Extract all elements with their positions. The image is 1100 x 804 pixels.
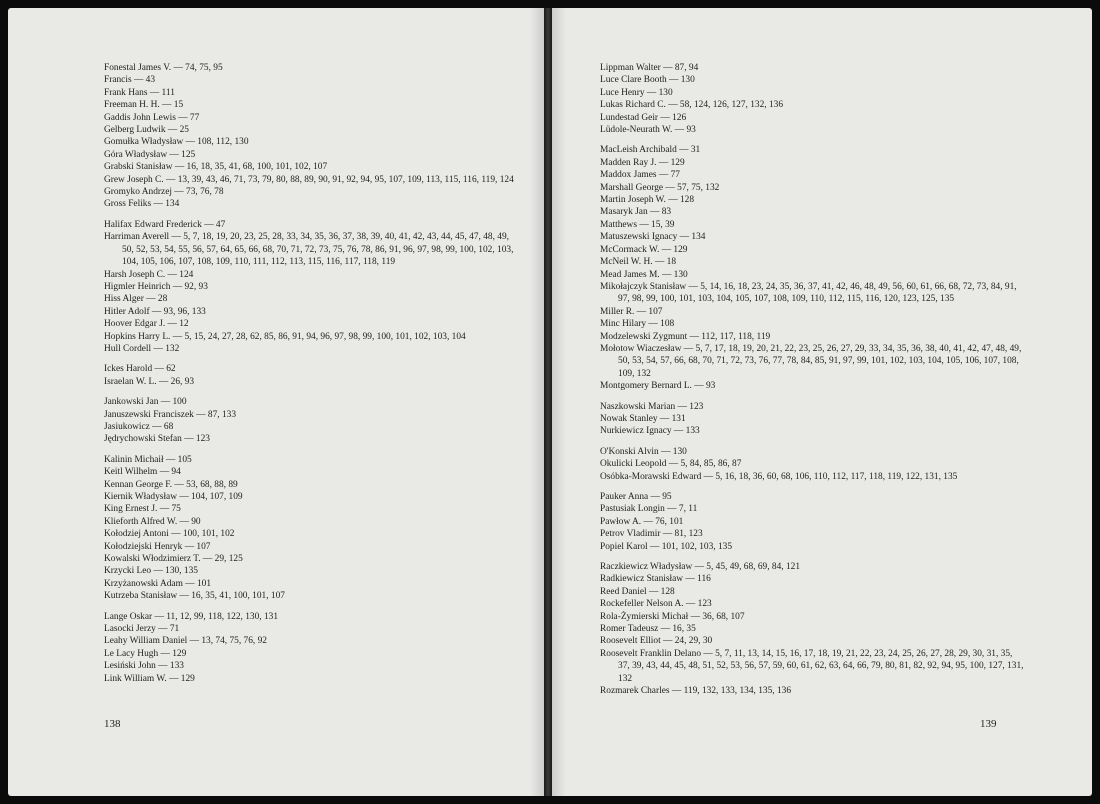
index-entry: Leahy William Daniel — 13, 74, 75, 76, 92 — [104, 636, 267, 647]
index-entry: Nowak Stanley — 131 — [600, 413, 686, 424]
index-entry: Grew Joseph C. — 13, 39, 43, 46, 71, 73, 79, 80, 88, 89, 90, 91, 92, 94, 95, 107, 109, 113, 115, 116, 119, 124 — [104, 174, 514, 185]
index-entry: Lundestad Geir — 126 — [600, 112, 687, 123]
index-letter-group — [104, 219, 520, 355]
index-entry: Gromyko Andrzej — 73, 76, 78 — [104, 187, 224, 198]
index-entry: Góra Władysław — 125 — [104, 149, 196, 160]
index-letter-group — [600, 491, 1026, 553]
index-entry: Hiss Alger — 28 — [104, 294, 168, 305]
index-entry: Frank Hans — 111 — [104, 87, 175, 98]
index-entry: Mead James M. — 130 — [600, 269, 688, 280]
index-letter-group — [104, 611, 520, 685]
index-entry: Naszkowski Marian — 123 — [600, 401, 704, 412]
index-entry: Petrov Vladimir — 81, 123 — [600, 529, 703, 540]
index-entry: Nurkiewicz Ignacy — 133 — [600, 426, 700, 437]
index-entry: Rockefeller Nelson A. — 123 — [600, 599, 712, 610]
index-entry: Jankowski Jan — 100 — [104, 397, 187, 408]
index-entry: Gaddis John Lewis — 77 — [104, 112, 200, 123]
index-entry: Miller R. — 107 — [600, 306, 663, 317]
index-entry: Okulicki Leopold — 5, 84, 85, 86, 87 — [600, 459, 742, 470]
index-entry: Mikołajczyk Stanisław — 5, 14, 16, 18, 23, 24, 35, 36, 37, 41, 42, 46, 48, 49, 56, 60, 61, 66, 68, 72, 73, 84, 91, 97, 98, 99, 100, 101, 103, 104, 105, 107, 108, 109, 110, 112, 115, 116, 120, 123, 125, 135 — [600, 281, 1017, 305]
index-entry: Francis — 43 — [104, 75, 156, 86]
index-entry: Link William W. — 129 — [104, 673, 195, 684]
index-entry: Kiernik Władysław — 104, 107, 109 — [104, 492, 243, 502]
index-entry: O'Konski Alvin — 130 — [600, 446, 687, 457]
index-entry: Luce Clare Booth — 130 — [600, 75, 695, 86]
index-entry: Mołotow Wiaczesław — 5, 7, 17, 18, 19, 20, 21, 22, 23, 25, 26, 27, 29, 33, 34, 35, 36, 38, 40, 41, 42, 47, 48, 49, 50, 53, 54, 57, 66, 68, 70, 71, 72, 73, 76, 77, 78, 84, 85, 91, 97, 99, 101, 102, 103, 104, 105, 106, 107, 108, 109, 132 — [600, 343, 1022, 379]
index-entry: Kołodziejski Henryk — 107 — [104, 541, 211, 552]
index-entry: Kowalski Włodzimierz T. — 29, 125 — [104, 554, 243, 565]
book-gutter — [544, 8, 552, 796]
index-entry: Modzelewski Zygmunt — 112, 117, 118, 119 — [600, 331, 771, 342]
index-entry: Le Lacy Hugh — 129 — [104, 648, 187, 659]
index-entry: Hitler Adolf — 93, 96, 133 — [104, 306, 206, 317]
index-entry: Lüdole-Neurath W. — 93 — [600, 125, 696, 136]
index-entry: Harsh Joseph C. — 124 — [104, 269, 194, 280]
index-entry: Hull Cordell — 132 — [104, 343, 180, 354]
index-entry: Gomułka Władysław — 108, 112, 130 — [104, 137, 249, 148]
index-entry: Pawłow A. — 76, 101 — [600, 516, 684, 527]
index-entry: Halifax Edward Frederick — 47 — [104, 219, 226, 230]
index-entry: Kołodziej Antoni — 100, 101, 102 — [104, 529, 235, 540]
index-entry: Minc Hilary — 108 — [600, 319, 675, 330]
index-letter-group — [600, 561, 1026, 697]
index-entry: Kutrzeba Stanisław — 16, 35, 41, 100, 101, 107 — [104, 591, 285, 602]
index-entry: Lesiński John — 133 — [104, 661, 184, 672]
index-entry: Roosevelt Elliot — 24, 29, 30 — [600, 636, 713, 647]
index-entry: Osóbka-Morawski Edward — 5, 16, 18, 36, 60, 68, 106, 110, 112, 117, 118, 119, 122, 131, 135 — [600, 471, 958, 482]
index-entry: Lippman Walter — 87, 94 — [600, 63, 699, 73]
index-entry: Kalinin Michaił — 105 — [104, 454, 192, 465]
index-entry: Januszewski Franciszek — 87, 133 — [104, 409, 237, 420]
index-entry: Radkiewicz Stanisław — 116 — [600, 574, 711, 585]
index-entry: Marshall George — 57, 75, 132 — [600, 182, 720, 193]
index-entry: King Ernest J. — 75 — [104, 504, 181, 515]
index-entry: McCormack W. — 129 — [600, 244, 688, 255]
index-entry: Lange Oskar — 11, 12, 99, 118, 122, 130, 131 — [104, 611, 279, 622]
index-entry: Luce Henry — 130 — [600, 87, 673, 98]
index-letter-group — [600, 446, 1026, 483]
index-entry: Reed Daniel — 128 — [600, 586, 675, 597]
index-letter-group — [104, 363, 520, 388]
index-entry: Krzycki Leo — 130, 135 — [104, 566, 198, 577]
index-entry: Gross Feliks — 134 — [104, 199, 180, 210]
index-entry: Keitl Wilhelm — 94 — [104, 467, 181, 478]
index-entry: Rozmarek Charles — 119, 132, 133, 134, 135, 136 — [600, 686, 792, 697]
index-entry: Lukas Richard C. — 58, 124, 126, 127, 132, 136 — [600, 100, 784, 111]
index-entry: Harriman Averell — 5, 7, 18, 19, 20, 23, 25, 28, 33, 34, 35, 36, 37, 38, 39, 40, 41, 42, 43, 44, 45, 47, 48, 49, 50, 52, 53, 54, 55, 56, 57, 64, 65, 66, 68, 70, 71, 72, 73, 75, 76, 78, 86, 91, 96, 97, 98, 99, 100, 102, 103, 104, 105, 106, 107, 108, 109, 110, 111, 112, 113, 115, 116, 117, 118, 119 — [104, 232, 514, 268]
index-entry: Fonestal James V. — 74, 75, 95 — [104, 63, 223, 73]
index-entry: Maddox James — 77 — [600, 170, 680, 181]
index-letter-group — [600, 144, 1026, 392]
index-entry: MacLeish Archibald — 31 — [600, 145, 701, 156]
index-entry: Matuszewski Ignacy — 134 — [600, 232, 706, 243]
index-entry: Matthews — 15, 39 — [600, 219, 675, 230]
right-page — [552, 8, 1092, 796]
index-entry: McNeil W. H. — 18 — [600, 257, 677, 268]
page-number-right: 139 — [980, 718, 997, 730]
index-entry: Hoover Edgar J. — 12 — [104, 319, 189, 330]
index-entry: Hopkins Harry L. — 5, 15, 24, 27, 28, 62, 85, 86, 91, 94, 96, 97, 98, 99, 100, 101, 102, 103, 104 — [104, 331, 466, 342]
index-entry: Gelberg Ludwik — 25 — [104, 125, 189, 136]
index-entry: Madden Ray J. — 129 — [600, 157, 685, 168]
index-letter-group — [600, 62, 1026, 136]
index-entry: Martin Joseph W. — 128 — [600, 195, 695, 206]
index-entry: Kennan George F. — 53, 68, 88, 89 — [104, 479, 238, 490]
index-entry: Masaryk Jan — 83 — [600, 207, 672, 218]
index-letter-group — [104, 454, 520, 603]
index-entry: Jędrychowski Stefan — 123 — [104, 434, 210, 445]
index-letter-group — [104, 62, 520, 211]
index-entry: Higmler Heinrich — 92, 93 — [104, 281, 208, 292]
index-entry: Ickes Harold — 62 — [104, 364, 176, 375]
index-entry: Klieforth Alfred W. — 90 — [104, 516, 201, 527]
index-entry: Pastusiak Longin — 7, 11 — [600, 504, 698, 515]
index-entry: Pauker Anna — 95 — [600, 492, 672, 502]
index-entry: Krzyżanowski Adam — 101 — [104, 578, 212, 589]
index-entry: Grabski Stanisław — 16, 18, 35, 41, 68, 100, 101, 102, 107 — [104, 162, 328, 173]
index-entry: Romer Tadeusz — 16, 35 — [600, 624, 696, 635]
index-letter-group — [600, 401, 1026, 438]
left-page — [8, 8, 544, 796]
index-entry: Rola-Żymierski Michał — 36, 68, 107 — [600, 611, 745, 622]
index-column-left — [104, 62, 520, 693]
page-number-left: 138 — [104, 718, 121, 730]
index-entry: Israelan W. L. — 26, 93 — [104, 376, 195, 387]
index-entry: Montgomery Bernard L. — 93 — [600, 381, 716, 392]
index-entry: Lasocki Jerzy — 71 — [104, 624, 180, 635]
index-column-right — [600, 62, 1026, 706]
index-entry: Roosevelt Franklin Delano — 5, 7, 11, 13, 14, 15, 16, 17, 18, 19, 21, 22, 23, 24, 25, 26, 27, 28, 29, 30, 31, 35, 37, 39, 43, 44, 45, 48, 51, 52, 53, 56, 57, 59, 60, 61, 62, 63, 64, 66, 79, 80, 81, 82, 92, 94, 95, 100, 127, 131, 132 — [600, 648, 1024, 684]
index-entry: Jasiukowicz — 68 — [104, 421, 174, 432]
index-entry: Freeman H. H. — 15 — [104, 100, 184, 111]
index-entry: Popiel Karol — 101, 102, 103, 135 — [600, 541, 733, 552]
index-letter-group — [104, 396, 520, 446]
book-spread — [8, 8, 1092, 796]
index-entry: Raczkiewicz Władysław — 5, 45, 49, 68, 69, 84, 121 — [600, 562, 801, 573]
